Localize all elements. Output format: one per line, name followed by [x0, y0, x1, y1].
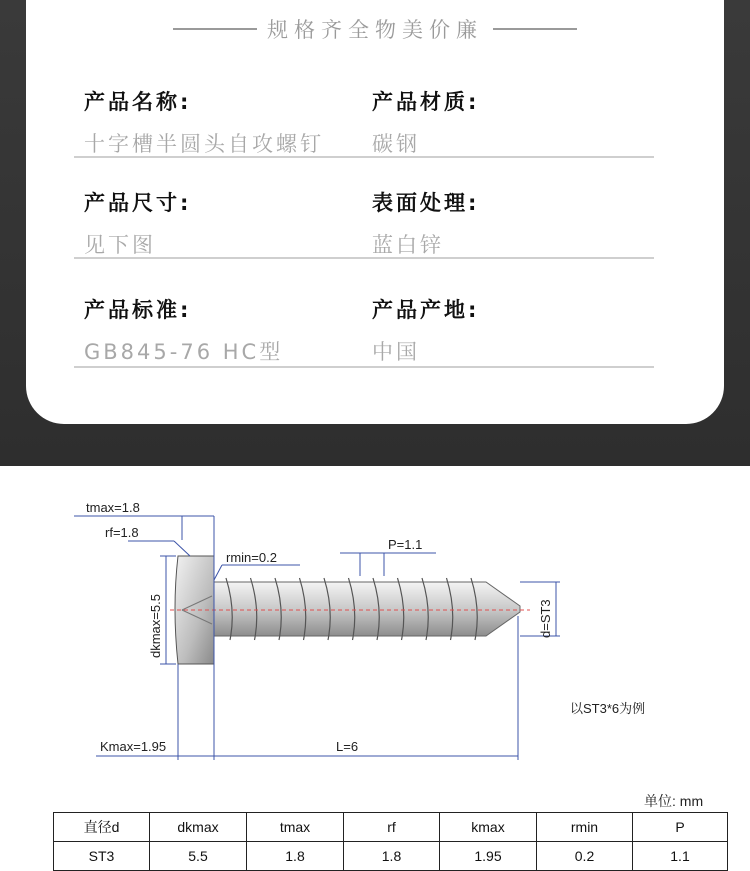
table-cell: 1.1 [633, 842, 728, 871]
example-note: 以ST3*6为例 [570, 701, 646, 716]
spec-label: 表面处理: [372, 191, 480, 215]
heading-right-line [493, 28, 577, 30]
diameter-label: d=ST3 [538, 599, 553, 638]
header-cell: rmin [537, 813, 633, 842]
spec-label: 产品标准: [84, 298, 192, 322]
header-cell: dkmax [150, 813, 247, 842]
heading-left-line [173, 28, 257, 30]
divider [74, 257, 654, 259]
tmax-label: tmax=1.8 [86, 500, 140, 515]
spec-label: 产品尺寸: [84, 191, 192, 215]
table-cell: 5.5 [150, 842, 247, 871]
section-heading [26, 14, 724, 44]
spec-material [372, 86, 479, 158]
table-header-row [54, 813, 728, 842]
table-cell: ST3 [54, 842, 150, 871]
spec-size [84, 187, 191, 259]
spec-value: 十字槽半圆头自攻螺钉 [84, 132, 324, 156]
dkmax-label: dkmax=5.5 [148, 594, 163, 658]
table-cell: 1.8 [247, 842, 344, 871]
table-cell: 1.8 [344, 842, 440, 871]
spec-value: 碳钢 [372, 132, 420, 156]
kmax-label: Kmax=1.95 [100, 739, 167, 754]
divider [74, 156, 654, 158]
spec-card [26, 0, 724, 424]
spec-label: 产品产地: [372, 298, 480, 322]
header-cell: 直径d [54, 813, 150, 842]
spec-value: GB845-76 HC型 [84, 340, 284, 364]
header-cell: tmax [247, 813, 344, 842]
spec-product-name [84, 86, 324, 158]
rf-label: rf=1.8 [105, 525, 139, 540]
header-cell: kmax [440, 813, 537, 842]
rmin-label: rmin=0.2 [226, 550, 277, 565]
table-cell: 1.95 [440, 842, 537, 871]
spec-value: 中国 [372, 340, 420, 364]
table-row [54, 842, 728, 871]
table-cell: 0.2 [537, 842, 633, 871]
spec-standard [84, 294, 283, 366]
header-cell: P [633, 813, 728, 842]
spec-value: 见下图 [84, 233, 156, 257]
spec-value: 蓝白锌 [372, 233, 444, 257]
spec-origin [372, 294, 479, 366]
spec-surface [372, 187, 479, 259]
screw-dimension-drawing [0, 480, 750, 770]
dimension-table [53, 812, 728, 871]
length-label: L=6 [336, 739, 359, 754]
pitch-label: P=1.1 [388, 537, 423, 552]
header-cell: rf [344, 813, 440, 842]
unit-label: 单位: mm [644, 793, 704, 809]
spec-label: 产品名称: [84, 90, 192, 114]
divider [74, 366, 654, 368]
spec-label: 产品材质: [372, 90, 480, 114]
heading-text: 规格齐全物美价廉 [267, 18, 483, 42]
